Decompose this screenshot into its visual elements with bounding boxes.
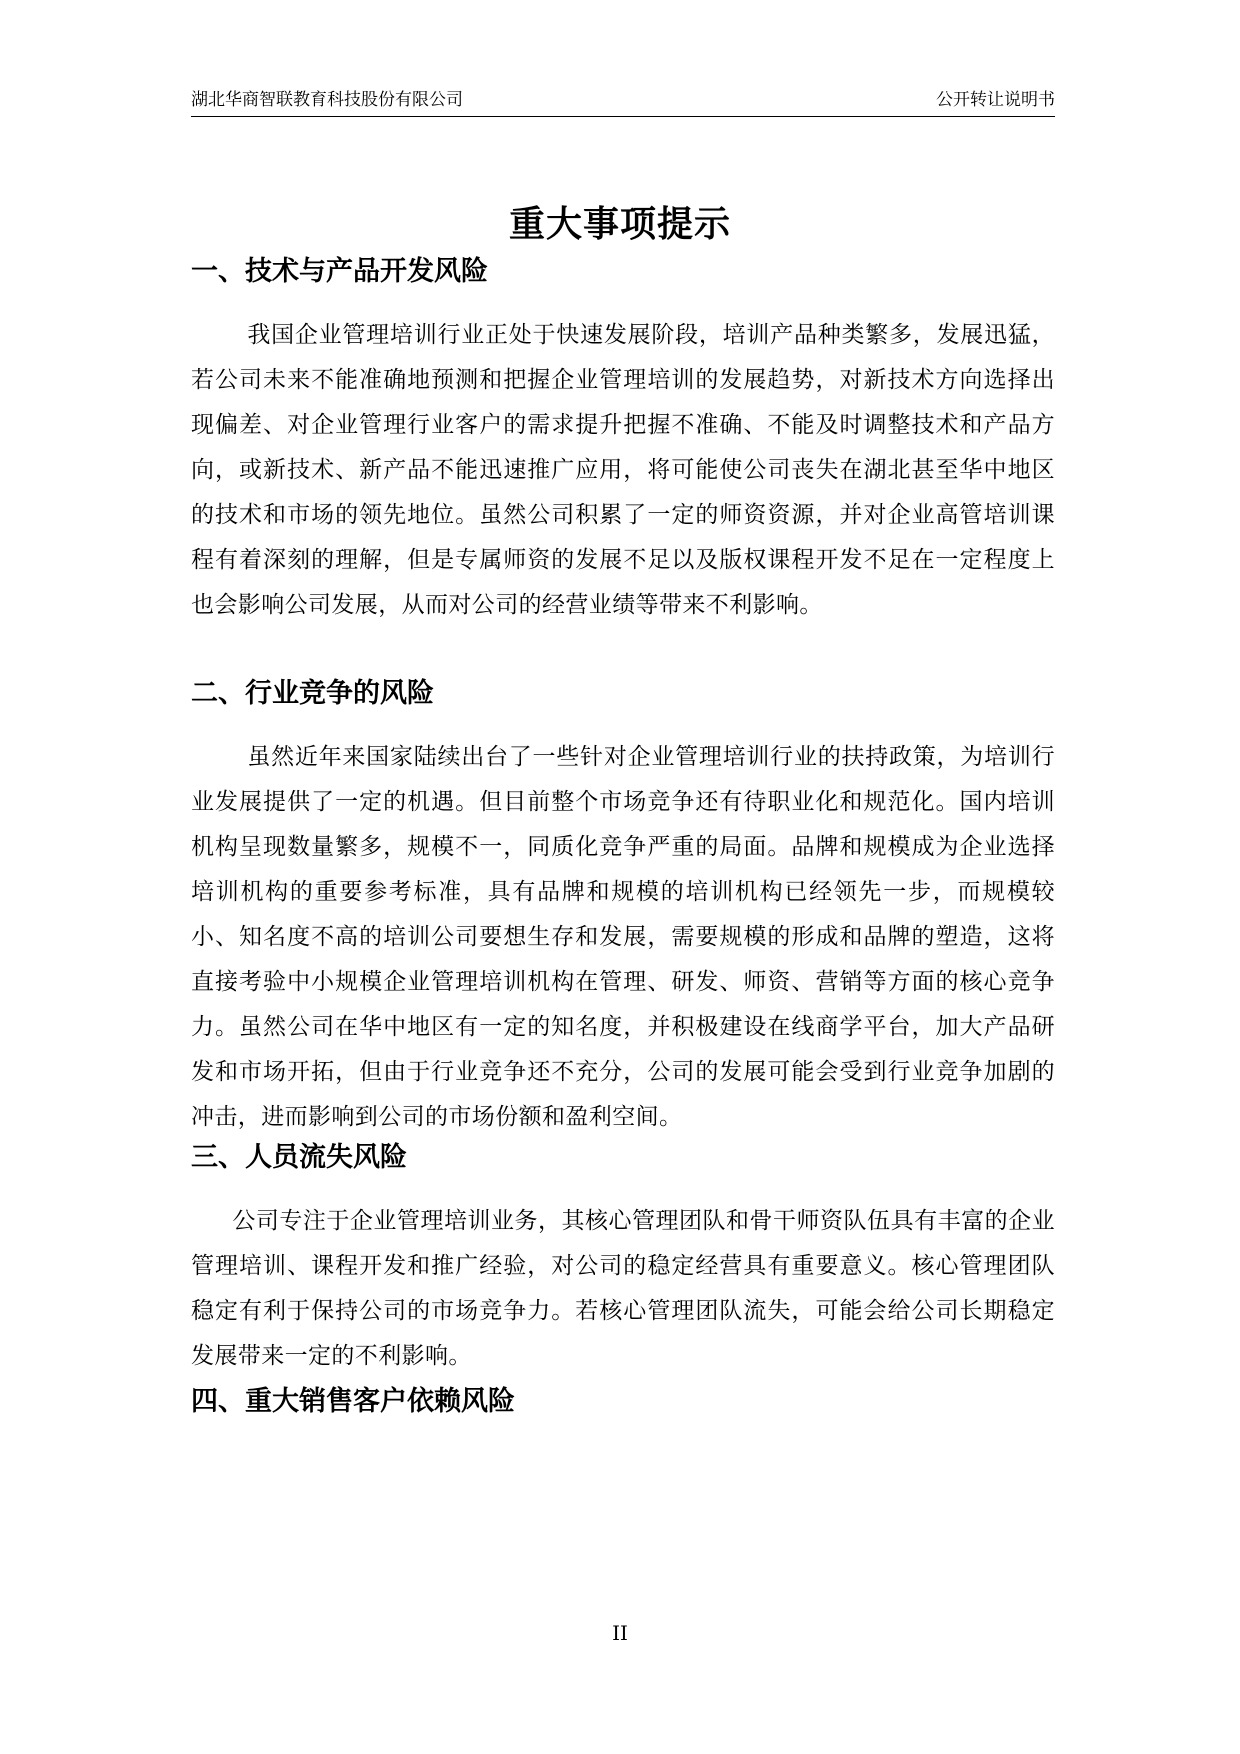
page-title: 重大事项提示 (508, 204, 731, 245)
section-3-heading: 三、人员流失风险 (191, 1142, 407, 1173)
section-1-heading: 一、技术与产品开发风险 (191, 256, 488, 287)
section-4-heading: 四、重大销售客户依赖风险 (191, 1386, 515, 1417)
page-header (191, 86, 1055, 117)
header-company-name: 湖北华商智联教育科技股份有限公司 (191, 90, 463, 110)
header-document-type: 公开转让说明书 (936, 90, 1055, 110)
section-1-paragraph: 我国企业管理培训行业正处于快速发展阶段，培训产品种类繁多，发展迅猛，若公司未来不能准确地预测和把握企业管理培训的发展趋势，对新技术方向选择出现偏差、对企业管理行业客户的需求提升把握不准确、不能及时调整技术和产品方向，或新技术、新产品不能迅速推广应用，将可能使公司丧失在湖北甚至华中地区的技术和市场的领先地位。虽然公司积累了一定的师资资源，并对企业高管培训课程有着深刻的理解，但是专属师资的发展不足以及版权课程开发不足在一定程度上也会影响公司发展，从而对公司的经营业绩等带来不利影响。 (191, 322, 1055, 618)
section-2-paragraph: 虽然近年来国家陆续出台了一些针对企业管理培训行业的扶持政策，为培训行业发展提供了一定的机遇。但目前整个市场竞争还有待职业化和规范化。国内培训机构呈现数量繁多，规模不一，同质化竞争严重的局面。品牌和规模成为企业选择培训机构的重要参考标准，具有品牌和规模的培训机构已经领先一步，而规模较小、知名度不高的培训公司要想生存和发展，需要规模的形成和品牌的塑造，这将直接考验中小规模企业管理培训机构在管理、研发、师资、营销等方面的核心竞争力。虽然公司在华中地区有一定的知名度，并积极建设在线商学平台，加大产品研发和市场开拓，但由于行业竞争还不充分，公司的发展可能会受到行业竞争加剧的冲击，进而影响到公司的市场份额和盈利空间。 (191, 744, 1055, 1130)
section-2-heading: 二、行业竞争的风险 (191, 678, 434, 709)
page-number: II (612, 1621, 628, 1645)
section-3-paragraph: 公司专注于企业管理培训业务，其核心管理团队和骨干师资队伍具有丰富的企业管理培训、课程开发和推广经验，对公司的稳定经营具有重要意义。核心管理团队稳定有利于保持公司的市场竞争力。若核心管理团队流失，可能会给公司长期稳定发展带来一定的不利影响。 (191, 1208, 1055, 1369)
